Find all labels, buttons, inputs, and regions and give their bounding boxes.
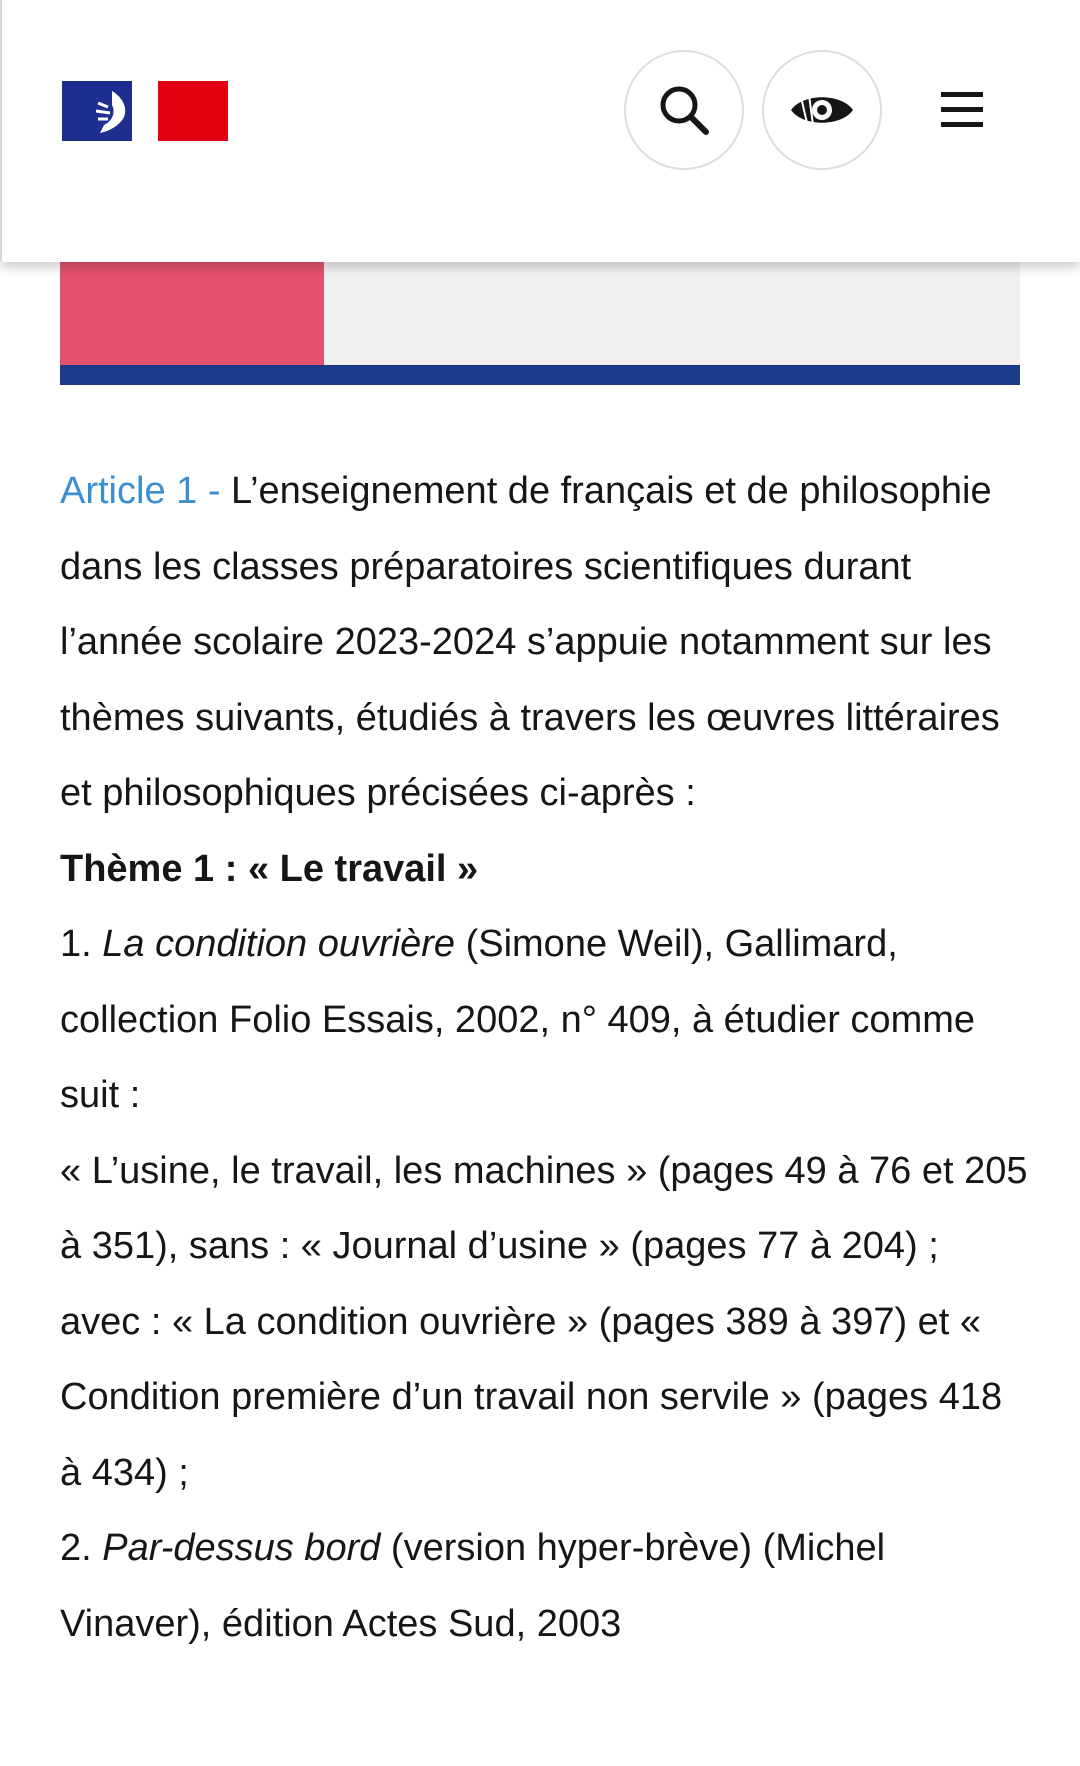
theme-title: Thème 1 : « Le travail » — [60, 847, 479, 890]
logo-blue-band — [62, 81, 132, 141]
hamburger-menu-icon — [939, 90, 985, 130]
article-intro — [60, 454, 1030, 832]
work-item-2 — [60, 1511, 1030, 1662]
article-content — [60, 454, 1030, 1662]
logo-red-band — [158, 81, 228, 141]
work-item-2-details: (version hyper-brève) (Michel Vinaver), édition Actes Sud, 2003 — [60, 1527, 886, 1645]
marianne-profile-icon — [62, 81, 132, 141]
logo-white-band — [132, 81, 159, 141]
work-item-1-number: 1. — [60, 923, 103, 965]
eye-icon — [787, 85, 857, 135]
work-item-1-title: La condition ouvrière — [102, 923, 456, 965]
search-icon — [654, 80, 714, 140]
reading-scope-1: « L’usine, le travail, les machines » (pages 49 à 76 et 205 à 351), sans : « Journal d’usine » (pages 77 à 204) ; — [60, 1149, 1028, 1267]
banner-rule — [60, 365, 1020, 385]
accessibility-button[interactable] — [762, 50, 882, 170]
article-label: Article 1 - — [60, 470, 221, 512]
article-intro-text: L’enseignement de français et de philosophie dans les classes préparatoires scientifiques durant l’année scolaire 2023-2024 s’appuie notamment sur les thèmes suivants, étudiés à travers les œuvres littéraires et philosophiques précisées ci-après : — [60, 470, 1000, 814]
reading-scope-2: avec : « La condition ouvrière » (pages 389 à 397) et « Condition première d’un travail non servile » (pages 418 à 434) ; — [60, 1300, 1003, 1494]
marianne-logo[interactable] — [62, 81, 228, 141]
work-item-2-number: 2. — [60, 1527, 103, 1569]
search-button[interactable] — [624, 50, 744, 170]
work-item-2-title: Par-dessus bord — [102, 1527, 381, 1569]
work-item-1-details: (Simone Weil), Gallimard, collection Folio Essais, 2002, n° 409, à étudier comme suit : — [60, 923, 976, 1116]
site-header — [0, 0, 1080, 262]
page-banner — [60, 262, 1020, 365]
menu-button[interactable] — [932, 80, 992, 140]
banner-accent — [60, 262, 324, 365]
work-item-1 — [60, 907, 1030, 1134]
